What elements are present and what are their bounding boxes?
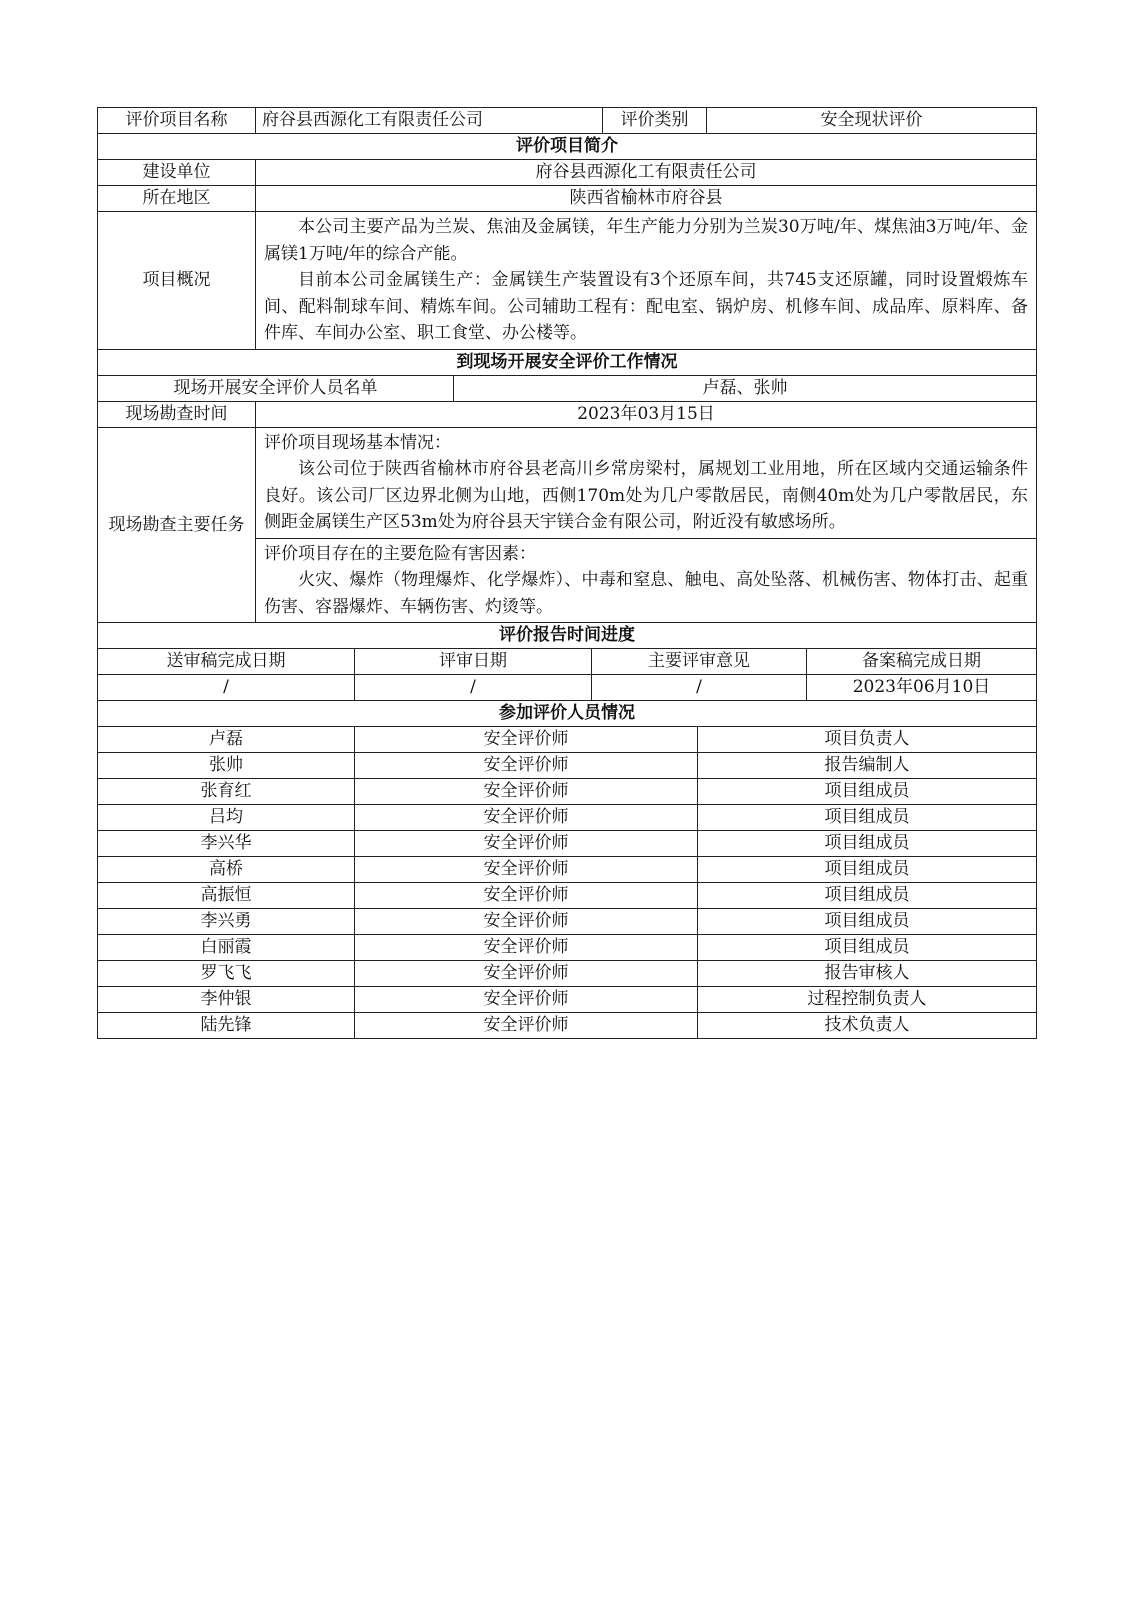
member-row [98,909,1037,935]
hazard-content [256,538,1037,623]
hazard-title: 评价项目存在的主要危险有害因素： [264,543,536,564]
member-role: 项目组成员 [698,805,1037,831]
schedule-header: 送审稿完成日期 [98,649,355,675]
member-role: 报告审核人 [698,961,1037,987]
member-row [98,1013,1037,1039]
member-row [98,831,1037,857]
member-name: 李兴勇 [98,909,355,935]
member-name: 高桥 [98,857,355,883]
member-row [98,935,1037,961]
members-table [97,701,1037,1039]
member-name: 卢磊 [98,727,355,753]
member-title: 安全评价师 [355,909,698,935]
member-row [98,961,1037,987]
survey-time-value: 2023年03月15日 [256,401,1037,427]
region-label: 所在地区 [98,186,256,212]
member-title: 安全评价师 [355,935,698,961]
overview-paragraph-1: 本公司主要产品为兰炭、焦油及金属镁，年生产能力分别为兰炭30万吨/年、煤焦油3万吨/年、金属镁1万吨/年的综合产能。 [264,217,1028,264]
intro-heading: 评价项目简介 [98,134,1037,160]
member-name: 陆先锋 [98,1013,355,1039]
schedule-value: / [98,675,355,701]
member-title: 安全评价师 [355,805,698,831]
personnel-label: 现场开展安全评价人员名单 [98,375,454,401]
member-title: 安全评价师 [355,961,698,987]
project-info-table [97,107,1037,623]
member-name: 吕均 [98,805,355,831]
member-role: 技术负责人 [698,1013,1037,1039]
member-name: 张帅 [98,753,355,779]
task-row-basic [98,427,1037,538]
member-title: 安全评价师 [355,987,698,1013]
overview-label: 项目概况 [98,212,256,350]
member-role: 项目组成员 [698,883,1037,909]
evaluation-type-label: 评价类别 [603,108,707,134]
builder-label: 建设单位 [98,160,256,186]
member-name: 白丽霞 [98,935,355,961]
personnel-value: 卢磊、张帅 [454,375,1037,401]
member-role: 报告编制人 [698,753,1037,779]
builder-row [98,160,1037,186]
member-role: 项目组成员 [698,779,1037,805]
site-basic-title: 评价项目现场基本情况： [264,432,451,453]
member-title: 安全评价师 [355,831,698,857]
member-row [98,805,1037,831]
member-role: 过程控制负责人 [698,987,1037,1013]
project-name-value: 府谷县西源化工有限责任公司 [256,108,603,134]
region-value: 陕西省榆林市府谷县 [256,186,1037,212]
member-row [98,987,1037,1013]
member-title: 安全评价师 [355,779,698,805]
member-title: 安全评价师 [355,857,698,883]
hazard-text: 火灾、爆炸（物理爆炸、化学爆炸）、中毒和窒息、触电、高处坠落、机械伤害、物体打击、起重伤害、容器爆炸、车辆伤害、灼烫等。 [264,570,1028,617]
member-role: 项目组成员 [698,909,1037,935]
member-name: 李兴华 [98,831,355,857]
region-row [98,186,1037,212]
overview-content [256,212,1037,350]
member-row [98,753,1037,779]
member-row [98,727,1037,753]
overview-row [98,212,1037,350]
evaluation-type-value: 安全现状评价 [707,108,1037,134]
schedule-header: 评审日期 [355,649,592,675]
project-row [98,108,1037,134]
member-title: 安全评价师 [355,727,698,753]
member-name: 李仲银 [98,987,355,1013]
member-rows [98,727,1037,1039]
member-name: 高振恒 [98,883,355,909]
member-name: 罗飞飞 [98,961,355,987]
member-name: 张育红 [98,779,355,805]
schedule-header: 备案稿完成日期 [807,649,1037,675]
site-heading: 到现场开展安全评价工作情况 [98,349,1037,375]
member-role: 项目组成员 [698,935,1037,961]
schedule-header: 主要评审意见 [592,649,807,675]
project-name-label: 评价项目名称 [98,108,256,134]
schedule-value-row [98,675,1037,701]
builder-value: 府谷县西源化工有限责任公司 [256,160,1037,186]
members-heading: 参加评价人员情况 [98,701,1037,727]
personnel-row [98,375,1037,401]
evaluation-info-form [97,107,1036,1039]
schedule-value: / [592,675,807,701]
survey-time-row [98,401,1037,427]
member-row [98,883,1037,909]
member-role: 项目组成员 [698,831,1037,857]
schedule-value: 2023年06月10日 [807,675,1037,701]
task-label: 现场勘查主要任务 [98,427,256,623]
site-basic-content [256,427,1037,538]
schedule-header-row [98,649,1037,675]
site-basic-text: 该公司位于陕西省榆林市府谷县老高川乡常房梁村，属规划工业用地，所在区域内交通运输条件良好。该公司厂区边界北侧为山地，西侧170m处为几户零散居民，南侧40m处为几户零散居民，东侧距金属镁生产区53m处为府谷县天宇镁合金有限公司，附近没有敏感场所。 [264,459,1028,532]
schedule-table [97,623,1037,701]
member-role: 项目组成员 [698,857,1037,883]
overview-paragraph-2: 目前本公司金属镁生产：金属镁生产装置设有3个还原车间，共745支还原罐，同时设置煅炼车间、配料制球车间、精炼车间。公司辅助工程有：配电室、锅炉房、机修车间、成品库、原料库、备件库、车间办公室、职工食堂、办公楼等。 [264,270,1028,343]
member-title: 安全评价师 [355,1013,698,1039]
member-title: 安全评价师 [355,753,698,779]
survey-time-label: 现场勘查时间 [98,401,256,427]
schedule-value: / [355,675,592,701]
member-row [98,779,1037,805]
member-role: 项目负责人 [698,727,1037,753]
member-title: 安全评价师 [355,883,698,909]
schedule-heading: 评价报告时间进度 [98,623,1037,649]
member-row [98,857,1037,883]
